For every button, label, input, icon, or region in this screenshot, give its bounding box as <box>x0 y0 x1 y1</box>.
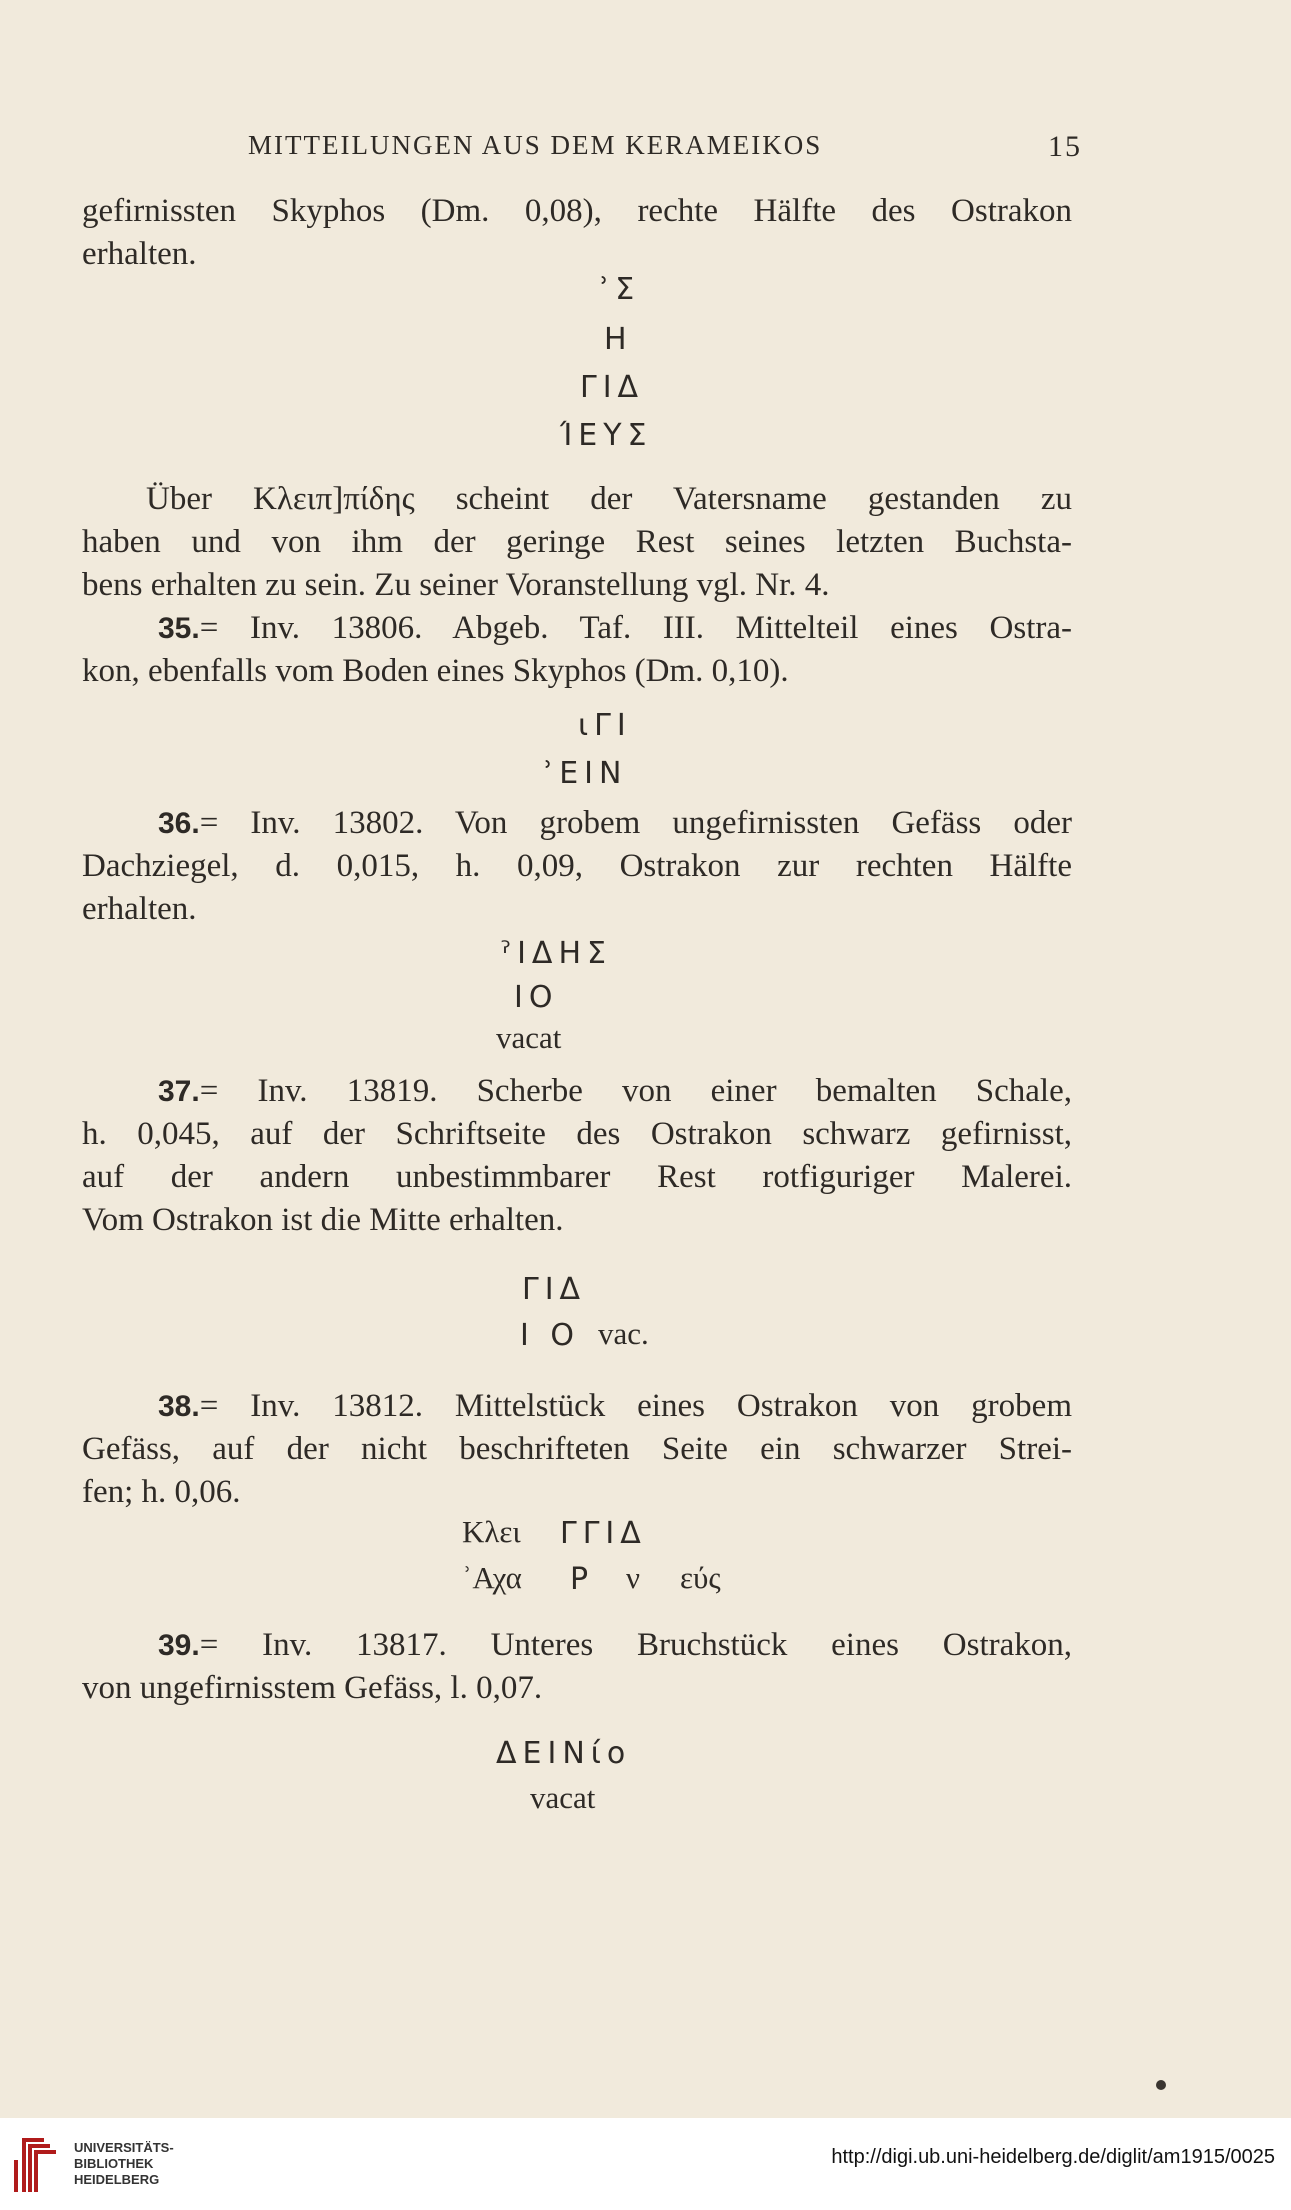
vacat-note: vacat <box>530 1780 596 1815</box>
greek-fragment: εύς <box>680 1560 721 1595</box>
inscription-line: ΔΕΙΝίο <box>496 1736 632 1771</box>
entry-35 <box>82 607 1072 693</box>
inscription-line: ιΓΙ <box>578 708 632 743</box>
library-name-line: UNIVERSITÄTS- <box>74 2140 174 2155</box>
vac-note: vac. <box>598 1316 649 1351</box>
text-line: = Inv. 13802. Von grobem ungefirnissten Gefäss oder <box>199 805 1072 841</box>
vacat-note: vacat <box>496 1020 562 1055</box>
library-name-line: BIBLIOTHEK <box>74 2156 154 2171</box>
text-line: = Inv. 13812. Mittelstück eines Ostrakon von grobem <box>199 1388 1072 1424</box>
text-line: gefirnissten Skyphos (Dm. 0,08), rechte Hälfte des Ostrakon <box>82 193 1072 229</box>
inscription-line: ΓΓΙΔ <box>560 1516 647 1551</box>
text-line: auf der andern unbestimmbarer Rest rotfiguriger Malerei. <box>82 1159 1072 1195</box>
inscription-line: ˀΙΔΗΣ <box>500 936 612 971</box>
text-line: fen; h. 0,06. <box>82 1474 241 1510</box>
greek-fragment: ʾΑχα <box>462 1560 522 1595</box>
entry-number: 39. <box>158 1629 200 1662</box>
entry-39 <box>82 1624 1072 1710</box>
inscription-line: ʾΣ <box>600 272 641 307</box>
entry-number: 35. <box>158 612 200 645</box>
commentary-paragraph <box>82 478 1072 607</box>
text-line: von ungefirnisstem Gefäss, l. 0,07. <box>82 1670 543 1706</box>
entry-number: 38. <box>158 1390 200 1423</box>
entry-36 <box>82 802 1072 931</box>
text-line: erhalten. <box>82 236 197 272</box>
entry-38 <box>82 1385 1072 1514</box>
inscription-line: Ρ <box>570 1562 595 1597</box>
source-url-link[interactable]: http://digi.ub.uni-heidelberg.de/diglit/am1915/0025 <box>831 2146 1275 2168</box>
text-line: bens erhalten zu sein. Zu seiner Voranstellung vgl. Nr. 4. <box>82 567 830 603</box>
entry-37 <box>82 1070 1072 1242</box>
library-logo-icon <box>14 2136 60 2196</box>
inscription-line: ʾΕΙΝ <box>544 756 628 791</box>
library-name-line: HEIDELBERG <box>74 2172 160 2187</box>
text-line: = Inv. 13806. Abgeb. Taf. III. Mittelteil eines Ostra- <box>199 610 1072 646</box>
library-name <box>74 2140 174 2188</box>
inscription-line: ΓΙΔ <box>522 1272 587 1307</box>
intro-paragraph <box>82 190 1072 276</box>
text-line: = Inv. 13819. Scherbe von einer bemalten Schale, <box>199 1073 1072 1109</box>
specks <box>1156 2080 1166 2090</box>
page-number: 15 <box>1048 130 1082 163</box>
text-line: h. 0,045, auf der Schriftseite des Ostrakon schwarz gefirnisst, <box>82 1116 1072 1152</box>
footer-bar <box>0 2118 1291 2210</box>
inscription-line: ΊΕΥΣ <box>560 418 653 453</box>
entry-number: 36. <box>158 807 200 840</box>
inscription-line: ΓΙΔ <box>580 370 645 405</box>
greek-fragment: Κλει <box>462 1514 521 1549</box>
text-line: Über Κλειπ]πίδης scheint der Vatersname gestanden zu <box>146 481 1072 517</box>
greek-fragment: ν <box>626 1560 641 1595</box>
text-line: Vom Ostrakon ist die Mitte erhalten. <box>82 1202 564 1238</box>
text-line: = Inv. 13817. Unteres Bruchstück eines Ostrakon, <box>199 1627 1072 1663</box>
text-line: erhalten. <box>82 891 197 927</box>
text-line: Dachziegel, d. 0,015, h. 0,09, Ostrakon zur rechten Hälfte <box>82 848 1072 884</box>
inscription-line: Ι Ο <box>520 1318 580 1353</box>
inscription-line: ΙΟ <box>514 980 559 1015</box>
text-line: Gefäss, auf der nicht beschrifteten Seite ein schwarzer Strei- <box>82 1431 1072 1467</box>
text-line: kon, ebenfalls vom Boden eines Skyphos (Dm. 0,10). <box>82 653 789 689</box>
inscription-line: H <box>604 322 633 357</box>
text-line: haben und von ihm der geringe Rest seines letzten Buchsta- <box>82 524 1072 560</box>
running-title: MITTEILUNGEN AUS DEM KERAMEIKOS <box>248 130 823 160</box>
entry-number: 37. <box>158 1075 200 1108</box>
